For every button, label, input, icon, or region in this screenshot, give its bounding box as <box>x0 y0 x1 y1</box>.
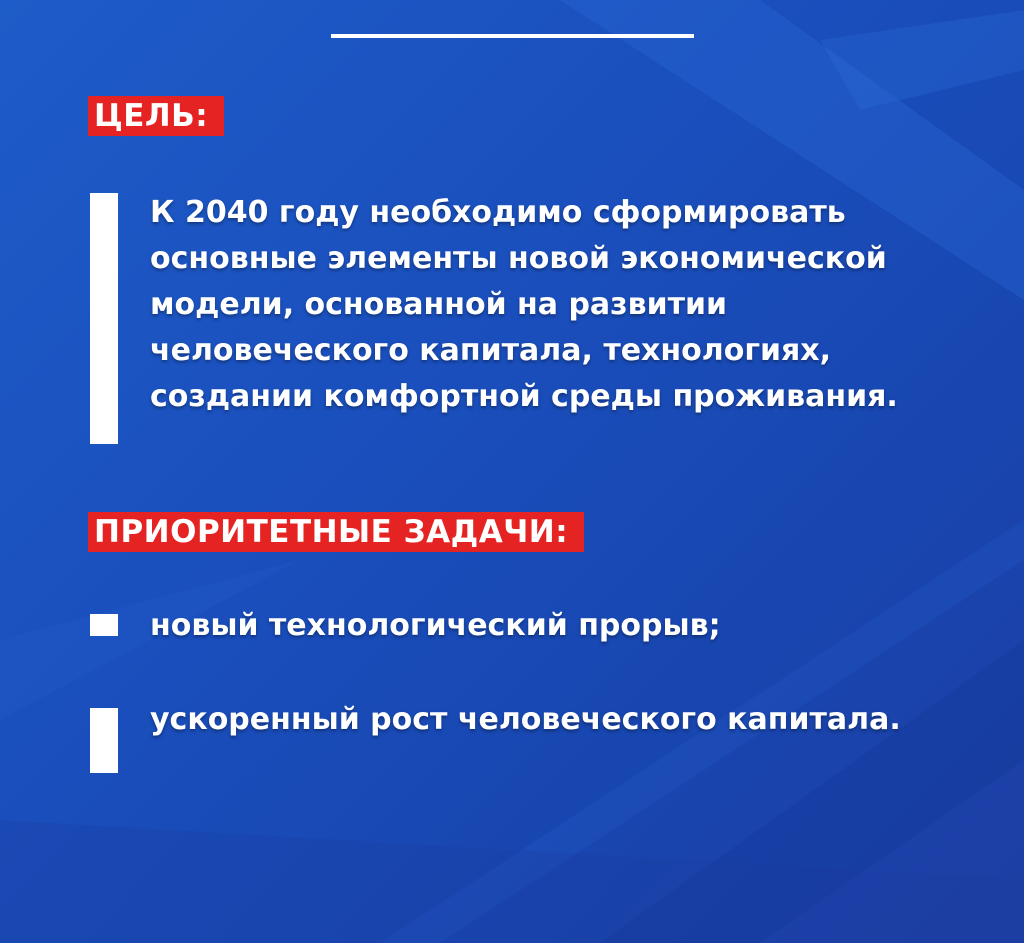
goal-heading: ЦЕЛЬ: <box>88 96 224 136</box>
task-item-1: новый технологический прорыв; <box>150 608 721 643</box>
goal-text: К 2040 году необходимо сформировать основные элементы новой экономической модели, основанной на развитии человеческого капитала, технологиях, создании комфортной среды проживания. <box>150 195 898 414</box>
goal-accent-bar <box>90 193 118 444</box>
task-bullet-1 <box>90 614 118 636</box>
tasks-heading: ПРИОРИТЕТНЫЕ ЗАДАЧИ: <box>88 512 584 552</box>
task-bullet-2 <box>90 708 118 773</box>
top-divider <box>331 34 694 38</box>
task-item-2: ускоренный рост человеческого капитала. <box>150 702 901 737</box>
